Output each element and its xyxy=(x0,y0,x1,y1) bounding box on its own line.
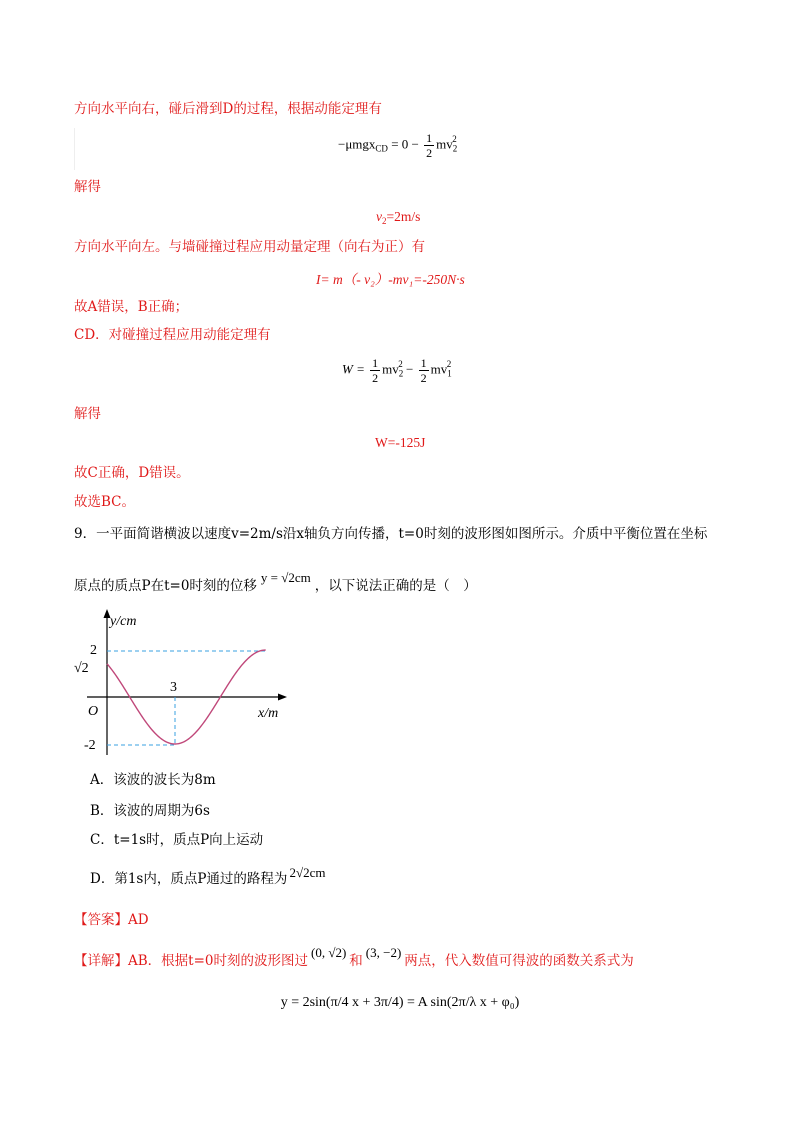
eq1-rhs-sup: 2 xyxy=(452,134,457,145)
equation-impulse: I= m（- v₂）-mv₁=-250N·s xyxy=(316,272,465,287)
tick-label-neg2: -2 xyxy=(84,738,96,753)
tick-label-2: 2 xyxy=(90,643,97,658)
question-9-line-2-b: ，以下说法正确的是（ ） xyxy=(314,578,477,594)
eq1-rhs: mv xyxy=(436,136,453,152)
equation-work-energy-1 xyxy=(338,131,457,160)
option-c: C．t=1s时，质点P向上运动 xyxy=(90,832,264,848)
detail-point-2: (3, −2) xyxy=(365,945,402,960)
solution-line-1: 方向水平向右，碰后滑到D的过程，根据动能定理有 xyxy=(74,101,382,117)
eq3-minus: − xyxy=(405,361,414,377)
option-d-text: D．第1s内，质点P通过的路程为 xyxy=(90,871,288,887)
origin-label: O xyxy=(88,704,99,719)
question-9-line-2-a: 原点的质点P在t=0时刻的位移 xyxy=(74,578,257,594)
wave-function-formula: y = 2sin(π/4 x + 3π/4) = A sin(2π/λ x + φ₀) xyxy=(280,995,520,1010)
margin-divider xyxy=(74,128,75,170)
equation-work-energy-2 xyxy=(342,356,451,385)
detail-point-1: (0, √2) xyxy=(311,945,347,960)
answer-detail-line xyxy=(74,945,634,970)
eq1-lhs: −μmgx xyxy=(338,136,376,152)
jiede-2: 解得 xyxy=(74,406,101,422)
eq3-w: W = xyxy=(342,361,365,377)
answer-label: 【答案】AD xyxy=(74,912,149,928)
option-d xyxy=(90,865,326,888)
solution-line-4: CD．对碰撞过程应用动能定理有 xyxy=(74,327,271,343)
eq3-sup-1: 2 xyxy=(446,359,452,370)
result-v2-var: v xyxy=(376,209,382,224)
result-v2-sub: 2 xyxy=(382,216,387,226)
solution-line-3: 故A错误，B正确； xyxy=(74,299,189,315)
solution-line-5: 故C正确，D错误。 xyxy=(74,465,190,481)
eq3-mv-2: mv xyxy=(382,361,399,377)
eq1-fraction: $\frac{1}{2}$ xyxy=(426,131,433,160)
question-9-line-2 xyxy=(74,570,477,595)
tick-label-sqrt2: √2 xyxy=(74,661,89,676)
tick-label-3: 3 xyxy=(170,680,177,695)
eq3-frac-2: $\frac{1}{2}$ xyxy=(420,356,427,385)
detail-text-b: 两点，代入数值可得波的函数关系式为 xyxy=(404,953,634,969)
eq3-sub-1: 1 xyxy=(447,368,452,379)
eq1-sub: CD xyxy=(375,143,388,154)
eq1-rhs-sub: 2 xyxy=(452,143,458,154)
x-axis-arrow xyxy=(278,694,287,701)
solution-line-6: 故选BC。 xyxy=(74,494,136,510)
eq3-mv-1: mv xyxy=(430,361,448,377)
eq3-sub-2: 2 xyxy=(398,368,404,379)
x-axis-label: x/m xyxy=(258,706,279,721)
eq3-sup-2: 2 xyxy=(398,359,403,370)
detail-and: 和 xyxy=(349,953,363,969)
jiede-1: 解得 xyxy=(74,179,101,195)
option-d-equation: 2√2cm xyxy=(289,865,326,880)
option-b: B．该波的周期为6s xyxy=(90,803,210,819)
solution-line-2: 方向水平向左。与墙碰撞过程应用动量定理（向右为正）有 xyxy=(74,239,425,255)
wave-graph xyxy=(70,605,310,765)
question-9-line-1: 9．一平面简谐横波以速度v=2m/s沿x轴负方向传播，t=0时刻的波形图如图所示。介质中平衡位置在坐标 xyxy=(74,526,708,542)
eq3-frac-1: $\frac{1}{2}$ xyxy=(372,356,379,385)
result-v2 xyxy=(376,209,420,226)
y-axis-label: y/cm xyxy=(110,614,137,629)
detail-text-a: 【详解】AB．根据t=0时刻的波形图过 xyxy=(74,953,308,969)
result-work: W=-125J xyxy=(375,435,426,450)
option-a: A．该波的波长为8m xyxy=(90,772,216,788)
eq1-mid: = 0 − xyxy=(391,136,419,152)
result-v2-value: =2m/s xyxy=(386,209,421,224)
question-9-displacement-eq: y = √2cm xyxy=(260,570,311,585)
